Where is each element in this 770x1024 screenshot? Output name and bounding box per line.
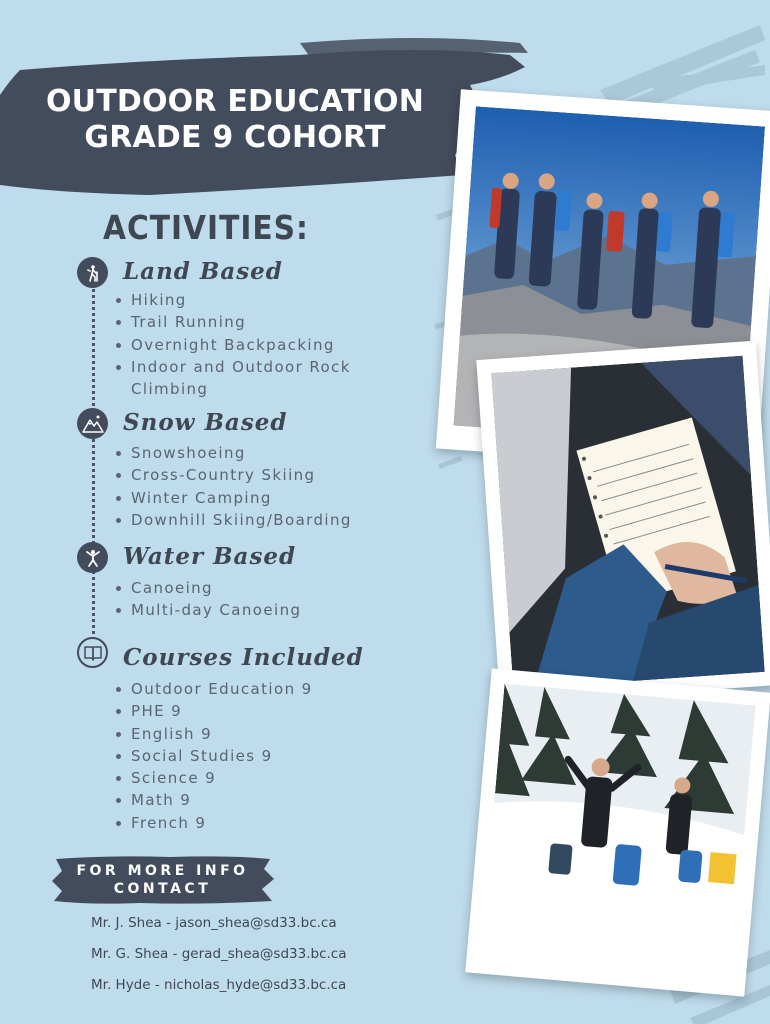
list-item: Social Studies 9: [114, 745, 313, 767]
land-based-list: [114, 289, 366, 400]
list-item: Indoor and Outdoor Rock Climbing: [114, 356, 366, 401]
snow-mountain-icon: [77, 408, 108, 439]
list-item: Math 9: [114, 789, 313, 811]
title-line-1: OUTDOOR EDUCATION: [45, 84, 425, 119]
section-title-courses-included: Courses Included: [123, 644, 364, 671]
list-item: Snowshoeing: [114, 442, 352, 464]
page-title: [0, 84, 470, 156]
timeline-line: [92, 272, 95, 652]
section-title-land-based: Land Based: [123, 258, 283, 285]
photo-snow: [484, 684, 756, 945]
list-item: Downhill Skiing/Boarding: [114, 509, 352, 531]
water-based-list: [114, 577, 301, 622]
activities-heading: ACTIVITIES:: [103, 208, 309, 247]
swimmer-icon: [77, 542, 108, 573]
list-item: Trail Running: [114, 311, 366, 333]
photo-journal-polaroid: [476, 341, 770, 705]
list-item: Overnight Backpacking: [114, 334, 366, 356]
contact-line: Mr. Hyde - nicholas_hyde@sd33.bc.ca: [91, 977, 347, 993]
list-item: Outdoor Education 9: [114, 678, 313, 700]
contact-title: [50, 862, 275, 898]
list-item: English 9: [114, 723, 313, 745]
snow-based-list: [114, 442, 352, 531]
list-item: Winter Camping: [114, 487, 352, 509]
list-item: Cross-Country Skiing: [114, 464, 352, 486]
list-item: Science 9: [114, 767, 313, 789]
list-item: Hiking: [114, 289, 366, 311]
hiker-icon: [77, 257, 108, 288]
contact-line: Mr. J. Shea - jason_shea@sd33.bc.ca: [91, 915, 337, 931]
contact-title-line-2: CONTACT: [113, 881, 212, 897]
list-item: French 9: [114, 812, 313, 834]
list-item: PHE 9: [114, 700, 313, 722]
book-icon: [77, 637, 108, 668]
title-line-2: GRADE 9 COHORT: [84, 120, 386, 155]
photo-journal: [491, 356, 764, 690]
contact-line: Mr. G. Shea - gerad_shea@sd33.bc.ca: [91, 946, 347, 962]
list-item: Canoeing: [114, 577, 301, 599]
section-title-water-based: Water Based: [123, 543, 297, 570]
section-title-snow-based: Snow Based: [123, 409, 288, 436]
contact-title-line-1: FOR MORE INFO: [76, 863, 249, 879]
photo-snow-polaroid: [465, 668, 770, 996]
courses-list: [114, 678, 313, 834]
list-item: Multi-day Canoeing: [114, 599, 301, 621]
